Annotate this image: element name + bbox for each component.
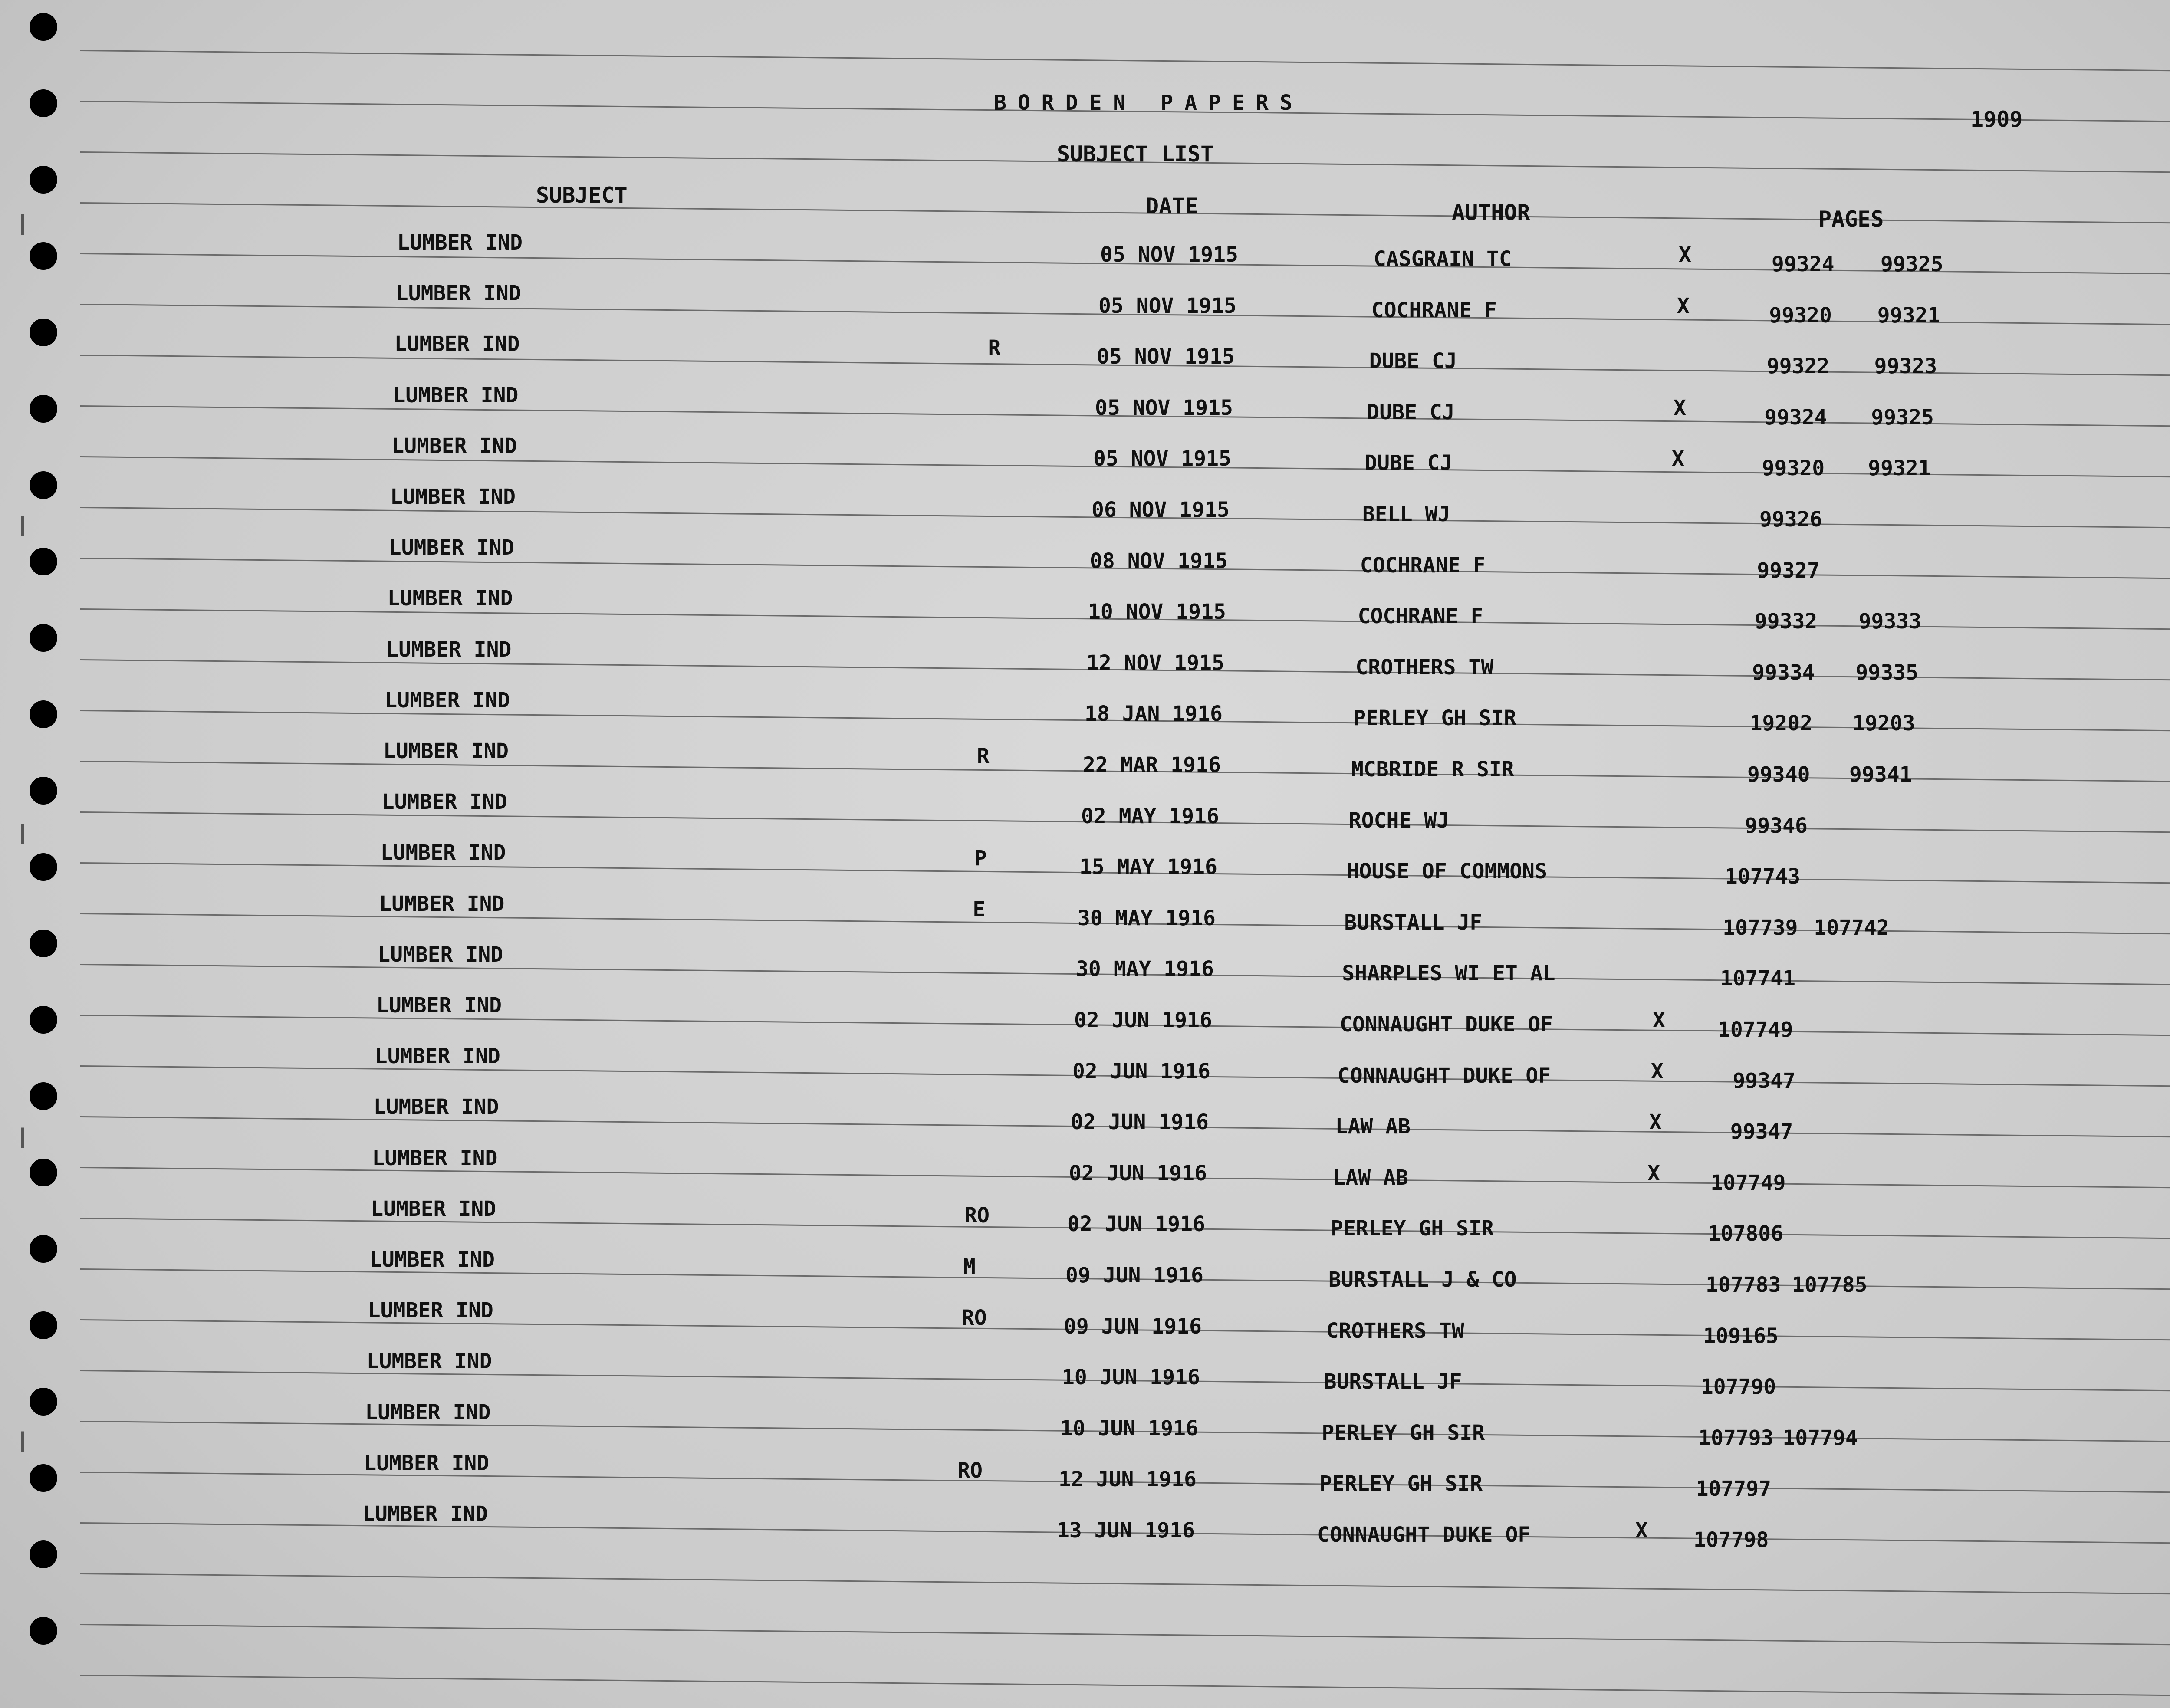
page-start-cell: 107749 — [1718, 1018, 1793, 1042]
page-start-cell: 107806 — [1708, 1222, 1783, 1246]
date-cell: 05 NOV 1915 — [1100, 243, 1238, 267]
feed-hole — [30, 395, 57, 423]
feed-hole — [30, 471, 57, 499]
author-cell: BURSTALL JF — [1344, 910, 1483, 935]
perforation-mark: ┃ — [17, 1432, 28, 1452]
perforation-mark: ┃ — [17, 1128, 28, 1148]
date-cell: 05 NOV 1915 — [1097, 345, 1235, 369]
author-cell: CASGRAIN TC — [1374, 247, 1512, 271]
perforation-mark: ┃ — [17, 516, 28, 536]
subject-cell: LUMBER IND — [390, 485, 516, 509]
mark-cell: X — [1635, 1518, 1648, 1543]
subject-cell: LUMBER IND — [362, 1502, 488, 1526]
subject-cell: LUMBER IND — [372, 1146, 498, 1170]
author-cell: DUBE CJ — [1369, 349, 1457, 374]
mark-cell: X — [1651, 1059, 1664, 1084]
page-start-cell: 107741 — [1720, 966, 1795, 991]
author-cell: BURSTALL J & CO — [1328, 1268, 1517, 1292]
feed-hole — [30, 319, 57, 346]
date-cell: 09 JUN 1916 — [1065, 1263, 1203, 1288]
author-cell: COCHRANE F — [1360, 553, 1486, 578]
mark-cell: X — [1674, 395, 1686, 420]
date-cell: 05 NOV 1915 — [1095, 395, 1233, 420]
page-end-cell: 107794 — [1782, 1426, 1858, 1450]
feed-hole — [30, 89, 57, 117]
mark-cell: X — [1672, 447, 1684, 471]
page-end-cell: 99321 — [1877, 303, 1940, 328]
feed-hole — [30, 1082, 57, 1110]
page-start-cell: 99332 — [1754, 609, 1818, 634]
code-cell: M — [963, 1255, 976, 1279]
code-cell: R — [977, 744, 990, 769]
author-cell: CROTHERS TW — [1355, 655, 1494, 680]
feed-hole — [30, 853, 57, 881]
page-end-cell: 99325 — [1881, 252, 1943, 276]
feed-hole — [30, 1311, 57, 1339]
subject-cell: LUMBER IND — [388, 535, 514, 560]
column-header-date: DATE — [1146, 194, 1198, 219]
feed-hole — [30, 548, 57, 575]
feed-hole — [30, 1388, 57, 1416]
year-label: 1909 — [1970, 107, 2023, 132]
perforation-mark: ┃ — [17, 824, 28, 844]
page-start-cell: 99347 — [1733, 1068, 1795, 1093]
mark-cell: X — [1647, 1161, 1660, 1186]
column-header-pages: PAGES — [1818, 207, 1884, 232]
date-cell: 22 MAR 1916 — [1083, 753, 1221, 777]
date-cell: 09 JUN 1916 — [1064, 1314, 1202, 1339]
page-start-cell: 99320 — [1762, 456, 1825, 481]
date-cell: 02 MAY 1916 — [1081, 804, 1219, 828]
feed-hole — [30, 1540, 57, 1568]
feed-hole — [30, 1159, 57, 1186]
author-cell: CONNAUGHT DUKE OF — [1337, 1063, 1551, 1088]
author-cell: BELL WJ — [1362, 502, 1450, 526]
mark-cell: X — [1679, 243, 1691, 267]
subject-cell: LUMBER IND — [369, 1248, 495, 1272]
subject-cell: LUMBER IND — [373, 1095, 499, 1120]
subject-cell: LUMBER IND — [365, 1400, 491, 1425]
mark-cell: X — [1649, 1110, 1662, 1135]
page-start-cell: 107783 — [1706, 1273, 1781, 1297]
mark-cell: X — [1653, 1008, 1665, 1032]
page-start-cell: 99347 — [1730, 1120, 1793, 1144]
page-start-cell: 99324 — [1772, 252, 1835, 276]
subject-cell: LUMBER IND — [368, 1298, 493, 1323]
page-end-cell: 99325 — [1871, 405, 1934, 430]
feed-hole — [30, 1235, 57, 1263]
author-cell: DUBE CJ — [1367, 400, 1455, 424]
date-cell: 06 NOV 1915 — [1092, 498, 1230, 522]
page-start-cell: 19202 — [1749, 711, 1813, 736]
page-start-cell: 99322 — [1766, 354, 1830, 379]
subject-cell: LUMBER IND — [393, 383, 519, 407]
date-cell: 10 JUN 1916 — [1060, 1416, 1198, 1441]
feed-hole — [30, 777, 57, 805]
page-start-cell: 99334 — [1752, 660, 1815, 685]
date-cell: 30 MAY 1916 — [1078, 906, 1216, 930]
feed-hole — [30, 930, 57, 957]
date-cell: 18 JAN 1916 — [1085, 702, 1223, 726]
author-cell: ROCHE WJ — [1348, 808, 1449, 833]
code-cell: R — [988, 336, 1001, 361]
date-cell: 12 NOV 1915 — [1086, 650, 1224, 675]
page-start-cell: 107790 — [1700, 1375, 1776, 1399]
feed-hole — [30, 13, 57, 41]
mark-cell: X — [1677, 293, 1690, 318]
date-cell: 02 JUN 1916 — [1071, 1110, 1209, 1135]
date-cell: 15 MAY 1916 — [1079, 855, 1217, 880]
subject-cell: LUMBER IND — [386, 637, 512, 662]
subject-cell: LUMBER IND — [385, 688, 510, 713]
author-cell: SHARPLES WI ET AL — [1342, 961, 1555, 986]
page-end-cell: 107742 — [1814, 915, 1889, 940]
page-end-cell: 107785 — [1792, 1273, 1868, 1297]
code-cell: RO — [964, 1203, 990, 1228]
feed-hole — [30, 242, 57, 270]
date-cell: 02 JUN 1916 — [1067, 1212, 1205, 1237]
date-cell: 13 JUN 1916 — [1057, 1518, 1195, 1543]
subject-cell: LUMBER IND — [397, 230, 523, 255]
author-cell: CONNAUGHT DUKE OF — [1317, 1523, 1531, 1547]
ruled-line — [80, 50, 2170, 72]
author-cell: MCBRIDE R SIR — [1351, 757, 1514, 782]
author-cell: BURSTALL JF — [1324, 1370, 1462, 1394]
column-header-subject: SUBJECT — [536, 183, 628, 208]
page-start-cell: 107743 — [1725, 864, 1801, 889]
page-end-cell: 99333 — [1858, 609, 1922, 634]
subject-cell: LUMBER IND — [387, 586, 513, 611]
subject-cell: LUMBER IND — [379, 891, 505, 916]
feed-hole — [30, 624, 57, 652]
date-cell: 02 JUN 1916 — [1069, 1161, 1207, 1186]
date-cell: 02 JUN 1916 — [1072, 1059, 1210, 1084]
page-start-cell: 99327 — [1757, 558, 1820, 583]
author-cell: PERLEY GH SIR — [1319, 1472, 1483, 1496]
author-cell: PERLEY GH SIR — [1331, 1216, 1494, 1241]
subject-cell: LUMBER IND — [380, 841, 506, 865]
subject-cell: LUMBER IND — [378, 942, 503, 967]
feed-hole — [30, 1006, 57, 1034]
author-cell: COCHRANE F — [1358, 604, 1483, 629]
ruled-line — [80, 1675, 2170, 1696]
document-title: BORDEN PAPERS — [994, 91, 1304, 115]
subject-cell: LUMBER IND — [391, 434, 517, 458]
perforation-mark: ┃ — [17, 215, 28, 235]
page-end-cell: 99335 — [1855, 660, 1918, 685]
page-end-cell: 19203 — [1852, 711, 1915, 736]
page-start-cell: 107798 — [1693, 1528, 1769, 1552]
feed-hole — [30, 700, 57, 728]
author-cell: CROTHERS TW — [1326, 1318, 1464, 1343]
code-cell: RO — [961, 1305, 987, 1330]
date-cell: 12 JUN 1916 — [1059, 1467, 1197, 1492]
page-start-cell: 99326 — [1759, 507, 1822, 532]
page-end-cell: 99341 — [1849, 762, 1912, 787]
page-start-cell: 107797 — [1696, 1477, 1771, 1501]
page-start-cell: 107793 — [1698, 1426, 1774, 1450]
date-cell: 02 JUN 1916 — [1074, 1008, 1212, 1032]
author-cell: CONNAUGHT DUKE OF — [1340, 1012, 1553, 1037]
page-start-cell: 107749 — [1710, 1170, 1786, 1195]
author-cell: PERLEY GH SIR — [1322, 1420, 1485, 1445]
author-cell: PERLEY GH SIR — [1353, 706, 1516, 731]
subject-cell: LUMBER IND — [383, 739, 509, 763]
subject-cell: LUMBER IND — [395, 281, 521, 306]
date-cell: 05 NOV 1915 — [1093, 447, 1231, 471]
date-cell: 30 MAY 1916 — [1076, 957, 1214, 982]
feed-hole — [30, 1617, 57, 1645]
feed-hole — [30, 1464, 57, 1492]
subject-cell: LUMBER IND — [366, 1349, 492, 1374]
date-cell: 10 NOV 1915 — [1088, 600, 1226, 624]
document-subtitle: SUBJECT LIST — [1057, 141, 1214, 167]
subject-cell: LUMBER IND — [371, 1196, 496, 1221]
code-cell: E — [973, 897, 986, 922]
ruled-line — [80, 1624, 2170, 1646]
subject-cell: LUMBER IND — [381, 790, 507, 815]
column-header-author: AUTHOR — [1452, 200, 1530, 225]
subject-cell: LUMBER IND — [394, 332, 520, 357]
author-cell: HOUSE OF COMMONS — [1346, 859, 1547, 884]
code-cell: P — [974, 846, 987, 871]
date-cell: 08 NOV 1915 — [1090, 549, 1228, 573]
author-cell: DUBE CJ — [1364, 451, 1453, 476]
author-cell: LAW AB — [1333, 1165, 1408, 1190]
code-cell: RO — [957, 1458, 983, 1483]
feed-hole — [30, 166, 57, 194]
page-start-cell: 99346 — [1745, 813, 1808, 838]
page-end-cell: 99323 — [1874, 354, 1937, 379]
page-start-cell: 109165 — [1703, 1324, 1779, 1348]
page-start-cell: 99340 — [1747, 762, 1810, 787]
date-cell: 05 NOV 1915 — [1098, 293, 1236, 318]
page-start-cell: 99320 — [1769, 303, 1832, 328]
author-cell: COCHRANE F — [1371, 298, 1497, 322]
page-end-cell: 99321 — [1868, 456, 1931, 481]
page-start-cell: 99324 — [1764, 405, 1827, 430]
subject-cell: LUMBER IND — [376, 993, 502, 1018]
subject-cell: LUMBER IND — [364, 1451, 490, 1475]
author-cell: LAW AB — [1335, 1114, 1410, 1139]
ruled-line — [80, 1573, 2170, 1595]
subject-cell: LUMBER IND — [375, 1044, 500, 1069]
page-start-cell: 107739 — [1723, 915, 1798, 940]
date-cell: 10 JUN 1916 — [1062, 1365, 1200, 1390]
